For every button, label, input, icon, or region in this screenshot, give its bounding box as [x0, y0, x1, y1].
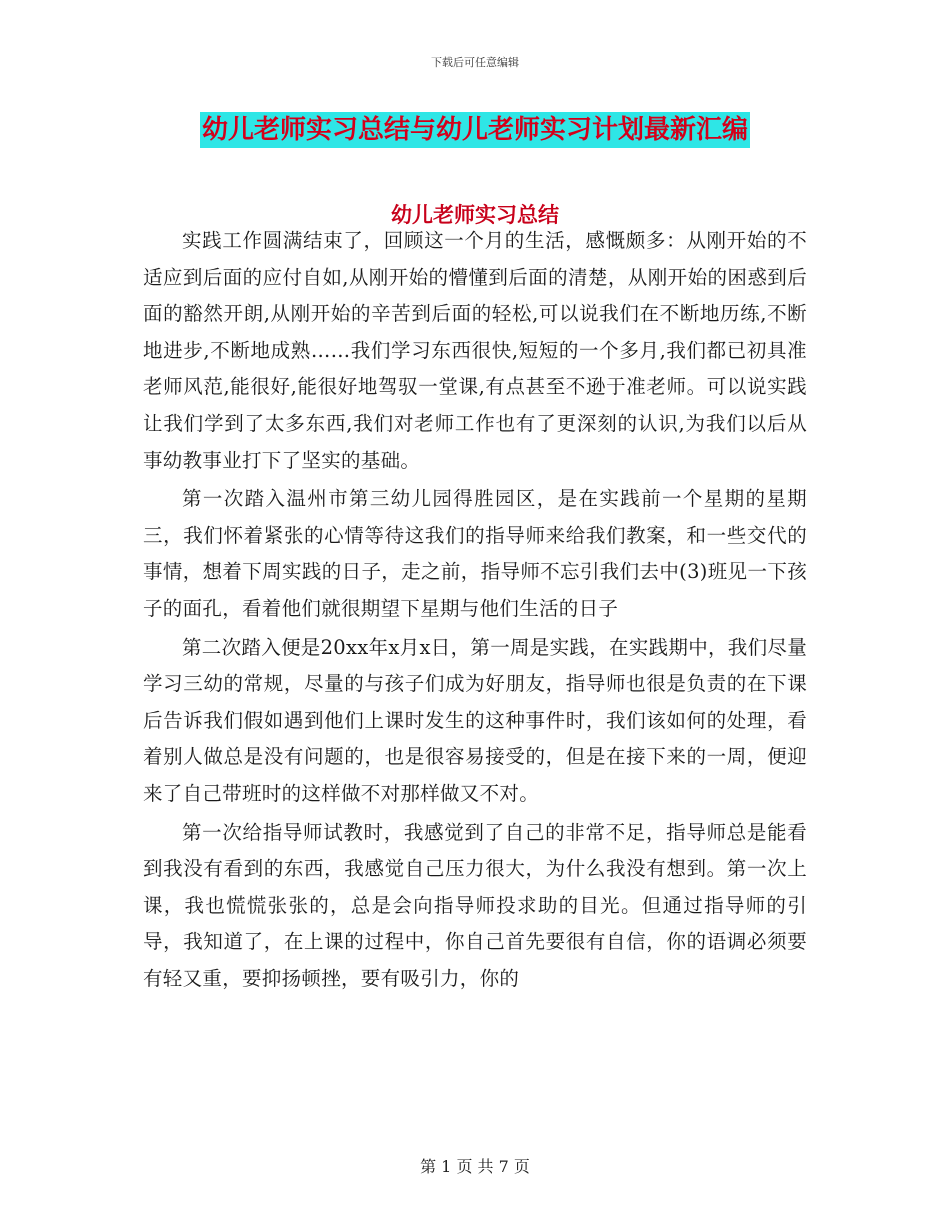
- paragraph: 第二次踏入便是20xx年x月x日，第一周是实践，在实践期中，我们尽量学习三幼的常规，尽量的与孩子们成为好朋友，指导师也很是负责的在下课后告诉我们假如遇到他们上课时发生的这种事件时，我们该如何的处理，看着别人做总是没有问题的，也是很容易接受的，但是在接下来的一周，便迎来了自己带班时的这样做不对那样做又不对。: [143, 635, 808, 805]
- paragraph: 第一次踏入温州市第三幼儿园得胜园区，是在实践前一个星期的星期三，我们怀着紧张的心情等待这我们的指导师来给我们教案，和一些交代的事情，想着下周实践的日子，走之前，指导师不忘引我们去中(3)班见一下孩子的面孔，看着他们就很期望下星期与他们生活的日子: [143, 487, 807, 620]
- paragraph: 第一次给指导师试教时，我感觉到了自己的非常不足，指导师总是能看到我没有看到的东西，我感觉自己压力很大，为什么我没有想到。第一次上课，我也慌慌张张的，总是会向指导师投求助的目光。但通过指导师的引导，我知道了，在上课的过程中，你自己首先要很有自信，你的语调必须要有轻又重，要抑扬顿挫，要有吸引力，你的: [143, 820, 807, 990]
- paragraph: 实践工作圆满结束了，回顾这一个月的生活，感慨颇多：从刚开始的不适应到后面的应付自如,从刚开始的懵懂到后面的清楚，从刚开始的困惑到后面的豁然开朗,从刚开始的辛苦到后面的轻松,可以说我们在不断地历练,不断地进步,不断地成熟……我们学习东西很快,短短的一个多月,我们都已初具准老师风范,能很好,能很好地驾驭一堂课,有点甚至不逊于准老师。可以说实践让我们学到了太多东西,我们对老师工作也有了更深刻的认识,为我们以后从事幼教事业打下了坚实的基础。: [143, 229, 807, 472]
- page-footer: 第 1 页 共 7 页: [420, 1157, 530, 1176]
- document-body: [143, 223, 807, 999]
- section-title: 幼儿老师实习总结: [391, 203, 559, 227]
- document-title-wrap: [0, 112, 950, 148]
- header-note: 下载后可任意编辑: [431, 56, 519, 69]
- document-title: 幼儿老师实习总结与幼儿老师实习计划最新汇编: [200, 112, 750, 148]
